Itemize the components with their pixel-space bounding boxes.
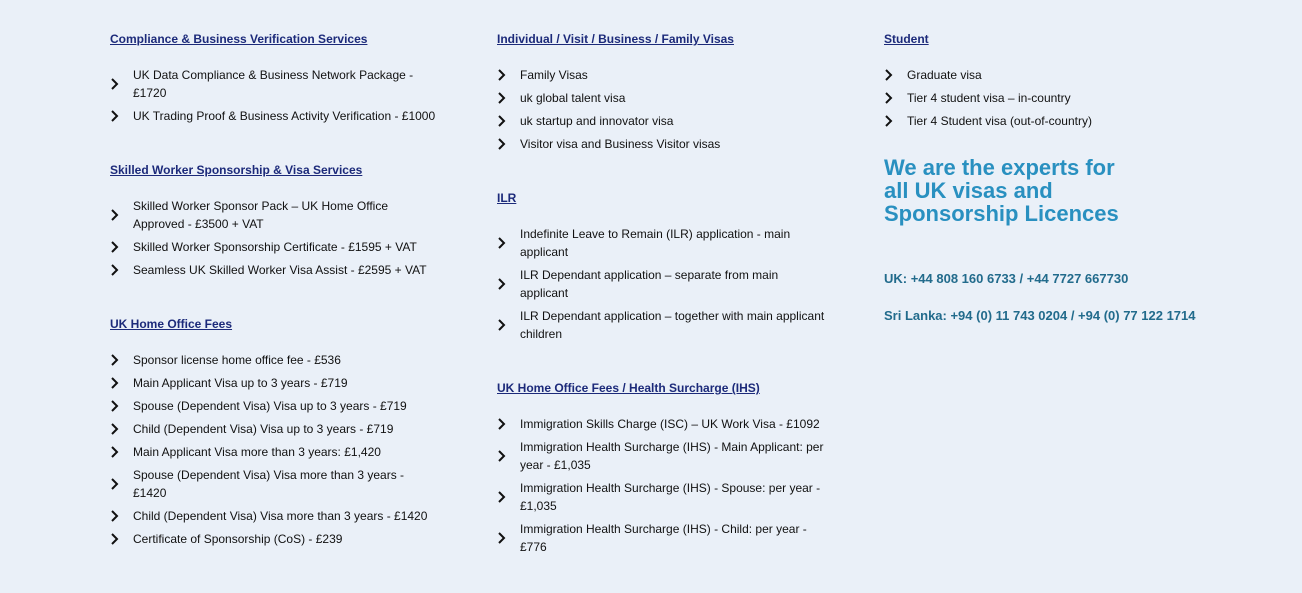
section-ilr — [497, 189, 827, 343]
chevron-right-icon — [884, 89, 907, 107]
chevron-right-icon — [497, 89, 520, 107]
tagline: We are the experts for all UK visas and Sponsorship Licences — [884, 155, 1119, 226]
list-item-label: Spouse (Dependent Visa) Visa up to 3 years - £719 — [133, 399, 407, 413]
section-heading-health-surcharge[interactable]: UK Home Office Fees / Health Surcharge (IHS) — [497, 381, 760, 395]
chevron-right-icon — [110, 475, 133, 493]
list-item-label: Spouse (Dependent Visa) Visa more than 3 years - £1420 — [133, 468, 405, 500]
section-skilled-worker — [110, 161, 440, 279]
chevron-right-icon — [110, 206, 133, 224]
chevron-right-icon — [110, 420, 133, 438]
list-item[interactable] — [497, 307, 827, 343]
link-list — [497, 66, 827, 153]
list-item-label: UK Data Compliance & Business Network Package - £1720 — [133, 68, 414, 100]
contact-srilanka-phone[interactable]: Sri Lanka: +94 (0) 11 743 0204 / +94 (0) 77 122 1714 — [884, 308, 1196, 323]
chevron-right-icon — [110, 530, 133, 548]
list-item[interactable] — [497, 112, 827, 130]
section-home-office-fees — [110, 315, 440, 548]
chevron-right-icon — [110, 261, 133, 279]
chevron-right-icon — [497, 488, 520, 506]
chevron-right-icon — [497, 234, 520, 252]
list-item[interactable] — [497, 225, 827, 261]
list-item[interactable] — [110, 530, 440, 548]
list-item[interactable] — [497, 135, 827, 153]
list-item-label: Skilled Worker Sponsor Pack – UK Home Office Approved - £3500 + VAT — [133, 199, 388, 231]
list-item-label: Immigration Health Surcharge (IHS) - Child: per year - £776 — [520, 522, 807, 554]
list-item-label: Certificate of Sponsorship (CoS) - £239 — [133, 532, 343, 546]
list-item-label: Child (Dependent Visa) Visa up to 3 years - £719 — [133, 422, 394, 436]
contact-uk-phone[interactable]: UK: +44 808 160 6733 / +44 7727 667730 — [884, 271, 1129, 286]
list-item[interactable] — [110, 238, 440, 256]
chevron-right-icon — [497, 135, 520, 153]
list-item[interactable] — [110, 261, 440, 279]
list-item-label: Child (Dependent Visa) Visa more than 3 years - £1420 — [133, 509, 428, 523]
link-list — [110, 66, 440, 125]
section-student — [884, 30, 1264, 130]
list-item-label: Skilled Worker Sponsorship Certificate - £1595 + VAT — [133, 240, 417, 254]
section-heading-individual-visas[interactable]: Individual / Visit / Business / Family Visas — [497, 32, 734, 46]
list-item[interactable] — [497, 438, 827, 474]
list-item[interactable] — [497, 520, 827, 556]
list-item[interactable] — [110, 420, 440, 438]
column-1 — [110, 30, 440, 584]
list-item-label: Immigration Skills Charge (ISC) – UK Work Visa - £1092 — [520, 417, 820, 431]
section-heading-skilled-worker[interactable]: Skilled Worker Sponsorship & Visa Services — [110, 163, 363, 177]
link-list — [497, 225, 827, 343]
list-item[interactable] — [110, 397, 440, 415]
chevron-right-icon — [110, 374, 133, 392]
list-item[interactable] — [110, 107, 440, 125]
chevron-right-icon — [110, 238, 133, 256]
list-item[interactable] — [884, 89, 1264, 107]
chevron-right-icon — [497, 275, 520, 293]
list-item[interactable] — [110, 374, 440, 392]
chevron-right-icon — [497, 66, 520, 84]
list-item-label: ILR Dependant application – together with main applicant children — [520, 309, 825, 341]
list-item-label: Seamless UK Skilled Worker Visa Assist - £2595 + VAT — [133, 263, 427, 277]
list-item-label: Sponsor license home office fee - £536 — [133, 353, 341, 367]
section-compliance — [110, 30, 440, 125]
chevron-right-icon — [110, 507, 133, 525]
column-3 — [884, 30, 1264, 325]
list-item[interactable] — [497, 266, 827, 302]
chevron-right-icon — [110, 107, 133, 125]
chevron-right-icon — [110, 351, 133, 369]
list-item-label: Tier 4 student visa – in-country — [907, 91, 1071, 105]
link-list — [884, 66, 1264, 130]
chevron-right-icon — [497, 415, 520, 433]
chevron-right-icon — [884, 112, 907, 130]
list-item-label: Indefinite Leave to Remain (ILR) application - main applicant — [520, 227, 791, 259]
section-heading-ilr[interactable]: ILR — [497, 191, 517, 205]
list-item-label: Tier 4 Student visa (out-of-country) — [907, 114, 1092, 128]
list-item-label: uk startup and innovator visa — [520, 114, 674, 128]
link-list — [110, 197, 440, 279]
list-item[interactable] — [497, 415, 827, 433]
chevron-right-icon — [497, 316, 520, 334]
link-list — [110, 351, 440, 548]
list-item[interactable] — [110, 507, 440, 525]
section-heading-home-office-fees[interactable]: UK Home Office Fees — [110, 317, 233, 331]
chevron-right-icon — [110, 397, 133, 415]
chevron-right-icon — [497, 447, 520, 465]
list-item[interactable] — [884, 66, 1264, 84]
list-item-label: UK Trading Proof & Business Activity Verification - £1000 — [133, 109, 436, 123]
list-item-label: Graduate visa — [907, 68, 982, 82]
list-item[interactable] — [497, 66, 827, 84]
chevron-right-icon — [110, 75, 133, 93]
list-item[interactable] — [110, 443, 440, 461]
list-item-label: Visitor visa and Business Visitor visas — [520, 137, 721, 151]
list-item-label: Immigration Health Surcharge (IHS) - Spouse: per year - £1,035 — [520, 481, 821, 513]
list-item-label: Main Applicant Visa more than 3 years: £1,420 — [133, 445, 381, 459]
list-item[interactable] — [497, 479, 827, 515]
chevron-right-icon — [497, 112, 520, 130]
section-heading-compliance[interactable]: Compliance & Business Verification Services — [110, 32, 368, 46]
chevron-right-icon — [497, 529, 520, 547]
list-item[interactable] — [110, 351, 440, 369]
section-individual-visas — [497, 30, 827, 153]
link-list — [497, 415, 827, 556]
list-item[interactable] — [110, 66, 440, 102]
section-health-surcharge — [497, 379, 827, 556]
chevron-right-icon — [110, 443, 133, 461]
section-heading-student[interactable]: Student — [884, 32, 929, 46]
list-item-label: Immigration Health Surcharge (IHS) - Main Applicant: per year - £1,035 — [520, 440, 824, 472]
list-item-label: ILR Dependant application – separate from main applicant — [520, 268, 779, 300]
list-item[interactable] — [884, 112, 1264, 130]
list-item-label: Main Applicant Visa up to 3 years - £719 — [133, 376, 348, 390]
column-2 — [497, 30, 827, 592]
list-item[interactable] — [110, 466, 440, 502]
list-item-label: Family Visas — [520, 68, 588, 82]
list-item[interactable] — [110, 197, 440, 233]
list-item[interactable] — [497, 89, 827, 107]
list-item-label: uk global talent visa — [520, 91, 626, 105]
chevron-right-icon — [884, 66, 907, 84]
